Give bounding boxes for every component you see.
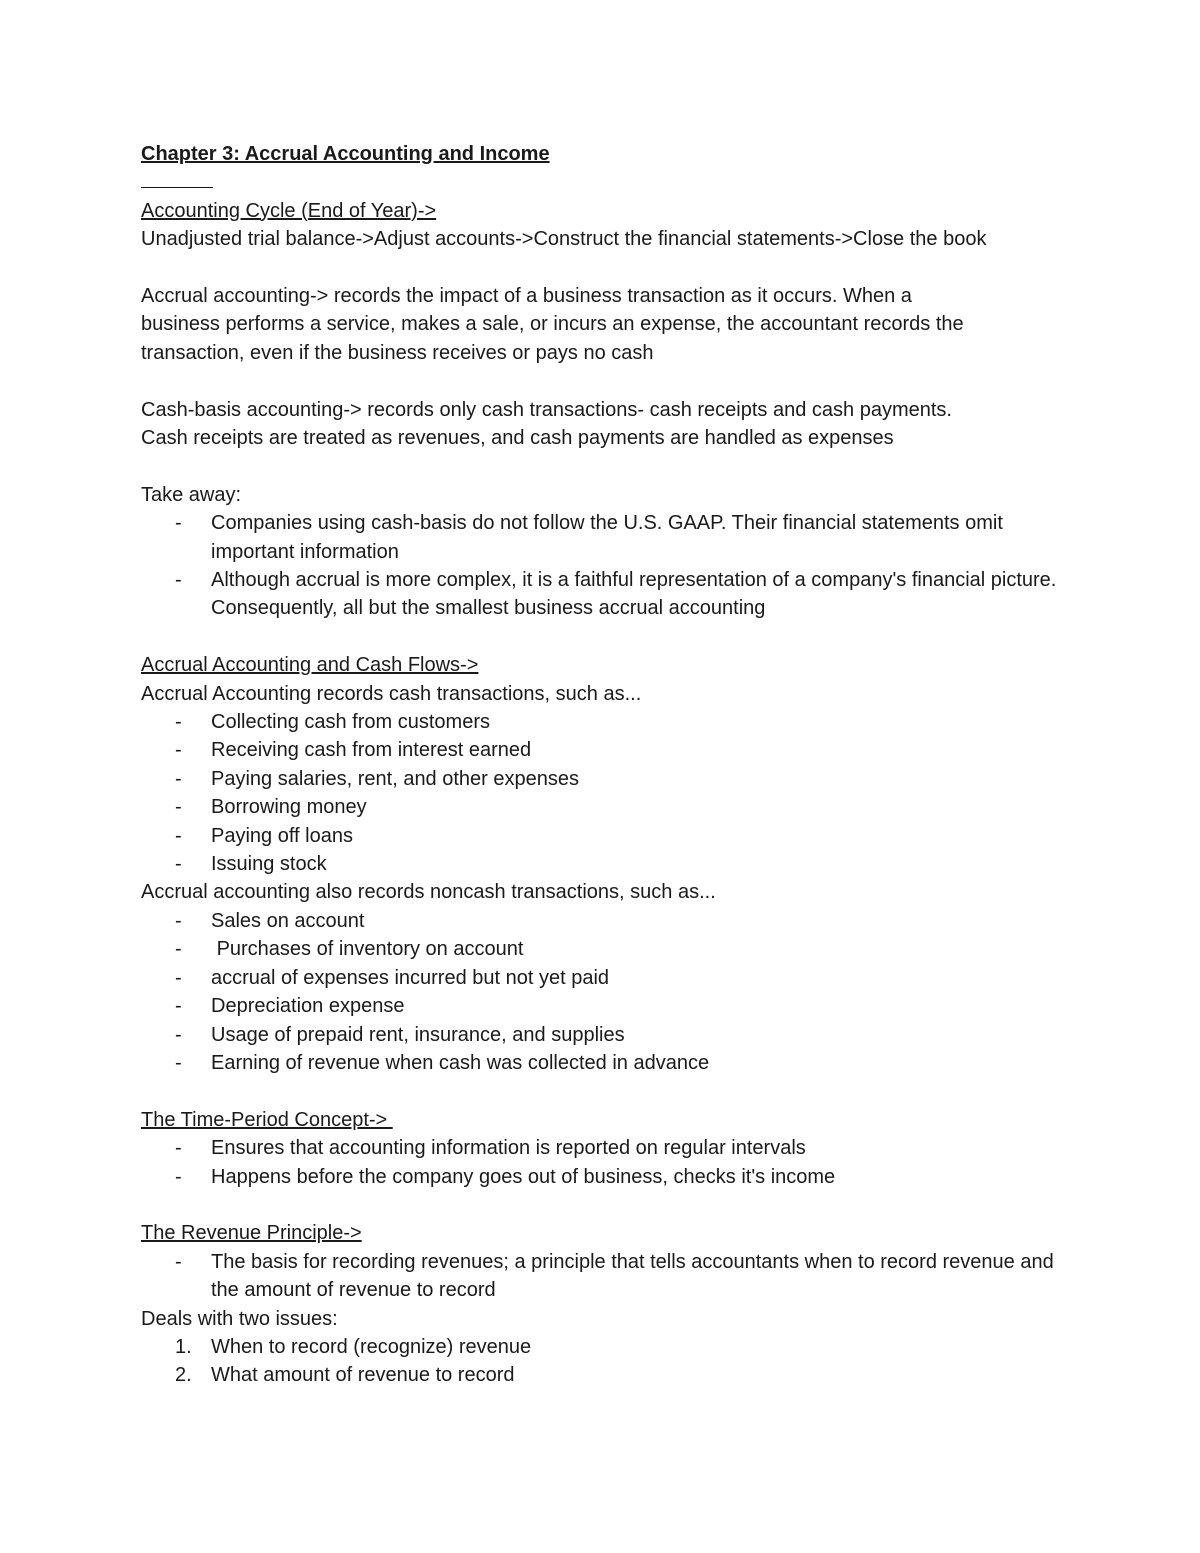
list-item: 1. When to record (recognize) revenue bbox=[141, 1333, 1081, 1361]
time-period-list bbox=[141, 1134, 1081, 1191]
title-underline-divider bbox=[141, 168, 1081, 196]
noncash-intro: Accrual accounting also records noncash transactions, such as... bbox=[141, 881, 716, 904]
cash-transactions-list bbox=[141, 708, 1081, 878]
list-item: - The basis for recording revenues; a principle that tells accountants when to record revenue and the amount of revenue to record bbox=[141, 1248, 1081, 1305]
list-item: - Purchases of inventory on account bbox=[141, 935, 1081, 963]
dash-marker: - bbox=[175, 966, 182, 989]
dash-marker: - bbox=[175, 512, 182, 535]
dash-marker: - bbox=[175, 1023, 182, 1046]
dash-marker: - bbox=[175, 569, 182, 592]
dash-marker: - bbox=[175, 909, 182, 932]
dash-marker: - bbox=[175, 796, 182, 819]
dash-marker: - bbox=[175, 1137, 182, 1160]
list-item: - Sales on account bbox=[141, 907, 1081, 935]
issues-intro: Deals with two issues: bbox=[141, 1307, 338, 1330]
dash-marker: - bbox=[175, 1165, 182, 1188]
accrual-line-3: transaction, even if the business receives or pays no cash bbox=[141, 341, 654, 364]
dash-marker: - bbox=[175, 853, 182, 876]
list-item: - Although accrual is more complex, it is a faithful representation of a company's financial picture. Consequently, all but the smallest business accrual accounting bbox=[141, 566, 1081, 623]
cash-flows-intro: Accrual Accounting records cash transactions, such as... bbox=[141, 682, 642, 705]
cash-basis-line-1: Cash-basis accounting-> records only cash transactions- cash receipts and cash payments. bbox=[141, 398, 952, 421]
revenue-list bbox=[141, 1248, 1081, 1305]
dash-marker: - bbox=[175, 938, 182, 961]
accrual-line-2: business performs a service, makes a sale, or incurs an expense, the accountant records the bbox=[141, 313, 964, 336]
cycle-heading: Accounting Cycle (End of Year)-> bbox=[141, 199, 437, 222]
revenue-heading: The Revenue Principle-> bbox=[141, 1222, 362, 1245]
dash-marker: - bbox=[175, 824, 182, 847]
page-title: Chapter 3: Accrual Accounting and Income bbox=[141, 143, 550, 165]
list-item: - Collecting cash from customers bbox=[141, 708, 1081, 736]
document-page bbox=[141, 140, 1081, 1390]
issues-list bbox=[141, 1333, 1081, 1390]
list-item: - Ensures that accounting information is reported on regular intervals bbox=[141, 1134, 1081, 1162]
list-item: - Issuing stock bbox=[141, 850, 1081, 878]
accrual-line-1: Accrual accounting-> records the impact of a business transaction as it occurs. When a bbox=[141, 284, 912, 307]
cycle-text: Unadjusted trial balance->Adjust accounts->Construct the financial statements->Close the book bbox=[141, 228, 987, 251]
cash-basis-line-2: Cash receipts are treated as revenues, and cash payments are handled as expenses bbox=[141, 427, 894, 449]
cash-flows-heading: Accrual Accounting and Cash Flows-> bbox=[141, 654, 479, 677]
dash-marker: - bbox=[175, 1250, 182, 1273]
list-item: - Companies using cash-basis do not follow the U.S. GAAP. Their financial statements omit important information bbox=[141, 509, 1081, 566]
list-item: - Depreciation expense bbox=[141, 992, 1081, 1020]
takeaway-label: Take away: bbox=[141, 483, 242, 506]
dash-marker: - bbox=[175, 995, 182, 1018]
list-item: - Paying off loans bbox=[141, 822, 1081, 850]
dash-marker: - bbox=[175, 739, 182, 762]
time-period-heading: The Time-Period Concept-> bbox=[141, 1108, 393, 1131]
list-item: - Happens before the company goes out of business, checks it's income bbox=[141, 1163, 1081, 1191]
dash-marker: - bbox=[175, 767, 182, 790]
list-item: - Receiving cash from interest earned bbox=[141, 736, 1081, 764]
list-item: - Paying salaries, rent, and other expenses bbox=[141, 765, 1081, 793]
list-item: - Earning of revenue when cash was collected in advance bbox=[141, 1049, 1081, 1077]
list-number: 2. bbox=[175, 1364, 192, 1387]
list-number: 1. bbox=[175, 1335, 192, 1358]
takeaway-list bbox=[141, 509, 1081, 623]
dash-marker: - bbox=[175, 711, 182, 734]
noncash-transactions-list bbox=[141, 907, 1081, 1077]
list-item: - accrual of expenses incurred but not yet paid bbox=[141, 964, 1081, 992]
dash-marker: - bbox=[175, 1051, 182, 1074]
list-item: 2. What amount of revenue to record bbox=[141, 1361, 1081, 1389]
list-item: - Usage of prepaid rent, insurance, and supplies bbox=[141, 1021, 1081, 1049]
list-item: - Borrowing money bbox=[141, 793, 1081, 821]
